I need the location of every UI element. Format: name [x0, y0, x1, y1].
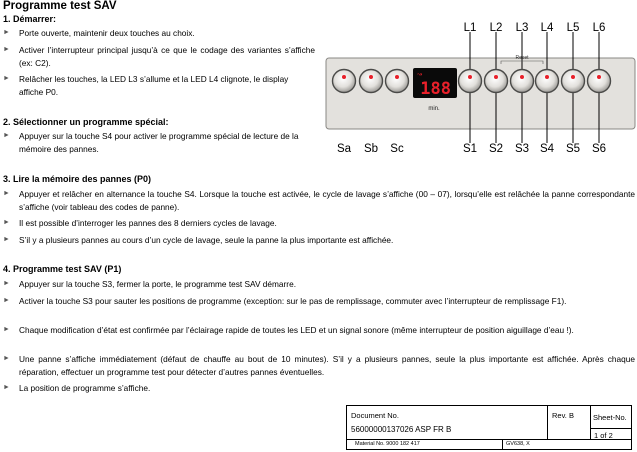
section-1-heading: 1. Démarrer: — [3, 14, 57, 24]
knob-s6[interactable] — [588, 70, 611, 93]
bullet-arrow-icon: ► — [3, 236, 10, 243]
bullet-arrow-icon: ► — [3, 326, 10, 333]
key-label-s6: S6 — [591, 143, 607, 155]
bullet-arrow-icon: ► — [3, 190, 10, 197]
section-3-item: ► Il est possible d’interroger les pannes des 8 derniers cycles de lavage. — [3, 218, 277, 228]
bullet-arrow-icon: ► — [3, 384, 10, 391]
section-4-item: ► Appuyer sur la touche S3, fermer la porte, le programme test SAV démarre. — [3, 279, 296, 289]
bullet-arrow-icon: ► — [3, 219, 10, 226]
control-panel-diagram — [325, 18, 637, 160]
section-2-heading: 2. Sélectionner un programme spécial: — [3, 117, 169, 127]
key-label-s1: S1 — [462, 143, 478, 155]
key-label-s3: S3 — [514, 143, 530, 155]
bullet-arrow-icon: ► — [3, 46, 10, 53]
gv-code: GV638, X — [506, 441, 530, 447]
led-label-l2: L2 — [489, 22, 503, 34]
display-indicator-icon: ↝ — [417, 71, 423, 78]
section-1-item: ► Activer l’interrupteur principal jusqu’à ce que le codage des variantes s’affiche (ex: C2). — [3, 45, 315, 68]
section-4-item: ► Activer la touche S3 pour sauter les positions de programme (exception: sur le pas de remplissage, commuter avec l’interrupteur de remplissage F1). — [3, 296, 567, 306]
bullet-arrow-icon: ► — [3, 355, 10, 362]
panel-body — [326, 58, 635, 129]
knob-sb[interactable] — [360, 70, 383, 93]
doc-label: Document No. — [351, 411, 399, 420]
bullet-arrow-icon: ► — [3, 29, 10, 36]
knob-s5[interactable] — [562, 70, 585, 93]
led-label-l3: L3 — [515, 22, 529, 34]
knob-s3[interactable] — [511, 70, 534, 93]
led-label-l5: L5 — [566, 22, 580, 34]
knob-sc[interactable] — [386, 70, 409, 93]
led-label-l6: L6 — [592, 22, 606, 34]
title-block — [346, 405, 632, 450]
material-number: Material No. 9000 182 417 — [355, 441, 420, 447]
key-label-sc: Sc — [390, 143, 404, 155]
section-1-item: ► Porte ouverte, maintenir deux touches au choix. — [3, 28, 195, 38]
section-2-item: ► Appuyer sur la touche S4 pour activer le programme spécial de lecture de la mémoire des pannes. — [3, 131, 299, 154]
section-4-item: ► Chaque modification d’état est confirmée par l’éclairage rapide de toutes les LED et un signal sonore (même interrupteur de position aiguillage d’eau !). — [3, 325, 574, 335]
key-label-sa: Sa — [336, 143, 352, 155]
section-4-item: ► Une panne s’affiche immédiatement (défaut de chauffe au bout de 10 minutes). S’il y a plusieurs pannes, seule la plus importante est affichée. Après chaque réparation, effectuer un programme test pour détecter d’autres pannes éventuelles. — [3, 354, 635, 377]
section-3-heading: 3. Lire la mémoire des pannes (P0) — [3, 174, 152, 184]
key-label-s5: S5 — [565, 143, 581, 155]
bullet-arrow-icon: ► — [3, 297, 10, 304]
knob-sa[interactable] — [333, 70, 356, 93]
doc-number: 56000000137026 ASP FR B — [351, 425, 452, 434]
led-label-l4: L4 — [540, 22, 554, 34]
display-digits: 188 — [420, 79, 451, 99]
knob-s1[interactable] — [459, 70, 482, 93]
knob-s2[interactable] — [485, 70, 508, 93]
bullet-arrow-icon: ► — [3, 75, 10, 82]
sheet-label: Sheet-No. — [593, 413, 627, 422]
section-3-item: ► Appuyer et relâcher en alternance la touche S4. Lorsque la touche est activée, le cycle de lavage s’affiche (00 – 07), lorsqu’elle est relâchée la panne correspondante s’affiche (voir tableau des codes de panne). — [3, 189, 635, 212]
key-label-s4: S4 — [539, 143, 555, 155]
sheet-value: 1 of 2 — [594, 431, 613, 440]
bullet-arrow-icon: ► — [3, 132, 10, 139]
section-4-item: ► La position de programme s’affiche. — [3, 383, 151, 393]
display-unit: min. — [428, 106, 440, 112]
section-1-item: ► Relâcher les touches, la LED L3 s’allume et la LED L4 clignote, le display affiche P0. — [3, 74, 289, 97]
led-label-l1: L1 — [463, 22, 477, 34]
bullet-arrow-icon: ► — [3, 280, 10, 287]
key-label-sb: Sb — [363, 143, 379, 155]
rev-label: Rev. B — [552, 411, 574, 420]
reset-label: Reset — [515, 55, 529, 61]
section-3-item: ► S’il y a plusieurs pannes au cours d’un cycle de lavage, seule la panne la plus importante est affichée. — [3, 235, 394, 245]
key-label-s2: S2 — [488, 143, 504, 155]
page-title: Programme test SAV — [3, 0, 117, 12]
section-4-heading: 4. Programme test SAV (P1) — [3, 264, 122, 274]
knob-s4[interactable] — [536, 70, 559, 93]
